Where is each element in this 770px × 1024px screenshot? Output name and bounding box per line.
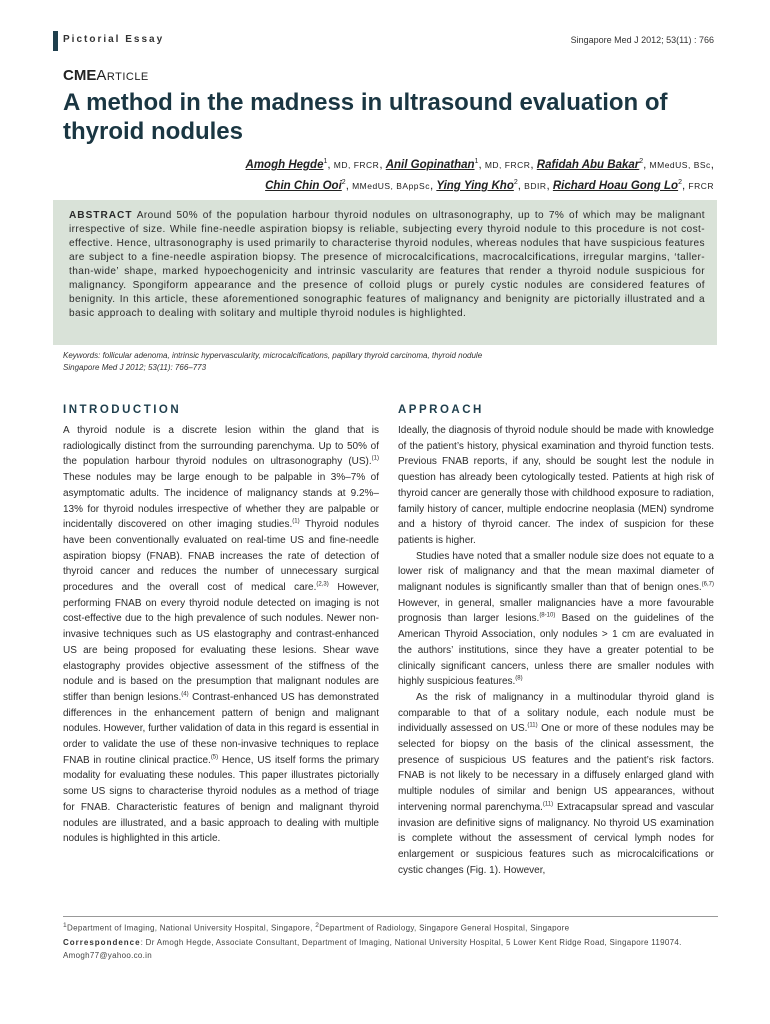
citation-ref: (1) xyxy=(371,456,379,463)
body-text: Studies have noted that a smaller nodule size does not equate to a lower risk of malignancy and that the mean maximal diameter of malignant nodules is significantly smaller than that of benign ones. xyxy=(398,550,714,594)
author-name: Ying Ying Kho xyxy=(436,179,514,192)
body-text: These nodules may be large enough to be palpable in 3%–7% of asymptomatic adults. The incidence of malignancy stands at 9.2%–13% for thyroid nodules irrespective of whether they are palpable or incidentally discovered on other imaging studies. xyxy=(63,472,379,531)
correspondence-label: Correspondence xyxy=(63,938,141,947)
introduction-paragraph xyxy=(63,423,379,847)
abstract-label: ABSTRACT xyxy=(69,210,133,221)
author-degrees: MD, FRCR xyxy=(484,159,531,170)
article-type-prefix: CME xyxy=(63,67,97,84)
author-affiliation-mark: 2 xyxy=(341,178,346,186)
author-name: Chin Chin Ooi xyxy=(265,179,342,192)
author-degrees: FRCR xyxy=(688,180,714,191)
body-text: One or more of these nodules may be selected for biopsy on the basis of the clinical assessment, the presence of suspicious US features and the patient’s risk factors. FNAB is not likely to be necessary in a diffusely enlarged gland with multiple nodules of similar and benign US appearances, without intervening normal parenchyma. xyxy=(398,723,714,813)
keywords: Keywords: follicular adenoma, intrinsic hypervascularity, microcalcifications, papillary thyroid carcinoma, thyroid nodule xyxy=(63,351,483,360)
citation-ref: (6,7) xyxy=(701,581,714,588)
body-text: As the risk of malignancy in a multinodular thyroid gland is comparable to that of a solitary nodule, each nodule must be individually assessed on US. xyxy=(398,691,714,735)
body-text: However, in general, smaller malignancies have a more favourable prognosis than larger lesions. xyxy=(398,597,714,625)
affiliations-footnote xyxy=(63,920,723,935)
approach-body xyxy=(398,423,714,878)
keywords-block xyxy=(63,350,723,374)
body-text: However, performing FNAB on every thyroid nodule detected on imaging is not cost-effective due to the high prevalence of such nodules. Newer non-invasive techniques such as US elastography and contrast-enhanced US are being proposed for evaluating these lesions. Shear wave elastography provides objective assessment of the stiffness of the nodule and is based on the presumption that malignant nodules are stiffer than benign lesions. xyxy=(63,582,379,703)
author-list xyxy=(74,153,714,195)
author-affiliation-mark: 1 xyxy=(323,158,328,165)
body-text: Contrast-enhanced US has demonstrated differences in the enhancement pattern of benign and malignant nodules. However, further validation of data in this regard is essential in order to validate the use of these non-invasive techniques to replace FNAB in routine clinical practice. xyxy=(63,691,379,766)
author-name: Rafidah Abu Bakar xyxy=(536,158,640,171)
citation-ref: (8) xyxy=(515,675,523,682)
citation-ref: (4) xyxy=(181,691,189,698)
author-affiliation-mark: 1 xyxy=(474,158,479,165)
author-degrees: MD, FRCR xyxy=(333,159,380,170)
section-label: Pictorial Essay xyxy=(63,34,165,45)
body-text: Thyroid nodules have been conventionally evaluated on real-time US and fine-needle aspiration biopsy (FNAB). FNAB increases the rate of detection of thyroid cancer and reduces the number of unnecessary surgical procedures and the overall cost of medical care. xyxy=(63,519,380,594)
abstract-text: Around 50% of the population harbour thyroid nodules on ultrasonography, up to 7% of which may be malignant irrespective of size. While fine-needle aspiration biopsy is reliable, subjecting every thyroid nodule to this procedure is not cost-effective. Hence, ultrasonography is used primarily to characterise thyroid nodules, whereas nodules that have suspicious features are subject to a fine-needle aspiration biopsy. The presence of microcalcifications, macrocalcifications, irregular margins, ‘taller-than-wide’ shape, marked hypoechogenicity and intrinsic vascularity are features that render a thyroid nodule suspicious for malignancy. Spongiform appearance and the presence of colloid plugs or purely cystic nodules are considered features of benignity. In this article, these aforementioned sonographic features of malignancy and benignity are pictorially illustrated and a basic approach to dealing with solitary and multiple thyroid nodules is highlighted. xyxy=(69,210,705,319)
article-type xyxy=(63,67,149,84)
affiliation-mark: 2 xyxy=(315,922,320,929)
citation-ref: (5) xyxy=(210,754,219,761)
author-line: Chin Chin Ooi$^2$, MMedUS, BAppSc, Ying Ying Kho$^2$, BDIR, Richard Hoau Gong Lo$^2$, FRCR xyxy=(265,178,714,192)
citation-line: Singapore Med J 2012; 53(11): 766–773 xyxy=(63,363,207,372)
correspondence-email: Amogh77@yahoo.co.in xyxy=(63,951,152,960)
author-affiliation-mark: 2 xyxy=(513,178,518,186)
introduction-heading: INTRODUCTION xyxy=(63,404,182,416)
correspondence-text: : Dr Amogh Hegde, Associate Consultant, Department of Imaging, National University Hospital, 5 Lower Kent Ridge Road, Singapore 119074. xyxy=(140,938,682,947)
body-text: Based on the guidelines of the American Thyroid Association, only nodules > 1 cm are evaluated in the authors’ institutions, since they have a greater potential to be clinically significant cancers, unless there are smaller nodules with highly suspicious features. xyxy=(398,613,714,688)
citation-ref: (11) xyxy=(542,801,554,808)
author-degrees: MMedUS, BSc xyxy=(649,159,711,170)
header-accent-bar xyxy=(53,31,58,51)
approach-heading: APPROACH xyxy=(398,404,484,416)
body-text: Ideally, the diagnosis of thyroid nodule should be made with knowledge of the patient’s history, physical examination and thyroid function tests. Previous FNAB reports, if any, should be sought lest the nodule in question has already been cytologically tested. Patients at high risk of thyroid cancer are generally those with childhood exposure to radiation, family history of cancer, multiple endocrine neoplasia (MEN) syndrome and a history of thyroid cancer. The index of suspicion for these patients is higher. xyxy=(398,425,714,546)
author-name: Richard Hoau Gong Lo xyxy=(552,179,679,192)
author-affiliation-mark: 2 xyxy=(678,178,682,186)
citation-ref: (8-10) xyxy=(539,613,556,620)
article-type-word: Article xyxy=(96,67,149,84)
affiliation-text: Department of Radiology, Singapore General Hospital, Singapore xyxy=(319,923,570,933)
footnote-divider xyxy=(63,916,718,917)
author-name: Amogh Hegde xyxy=(245,158,324,171)
citation-ref: (2,3) xyxy=(316,581,329,588)
approach-paragraph xyxy=(398,423,714,549)
body-text: A thyroid nodule is a discrete lesion within the gland that is radiologically distinct from the surrounding parenchyma. Up to 50% of the population harbour thyroid nodules on ultrasonography (US). xyxy=(63,425,379,468)
author-name: Anil Gopinathan xyxy=(385,158,475,171)
author-degrees: BDIR xyxy=(524,180,547,191)
abstract-box xyxy=(53,200,717,345)
body-text: Hence, US itself forms the primary modality for evaluating these nodules. This paper illustrates pictorially some US signs to characterise thyroid nodules as a method of triage for FNAB. Characteristic features of benign and malignant thyroid nodules are illustrated, and a basic approach to dealing with multiple nodules is highlighted in this article. xyxy=(63,754,379,845)
affiliation-mark: 1 xyxy=(63,922,68,929)
citation-ref: (11) xyxy=(527,723,538,730)
correspondence-footnote xyxy=(63,937,723,949)
author-degrees: MMedUS, BAppSc xyxy=(352,180,430,191)
journal-citation-header: Singapore Med J 2012; 53(11) : 766 xyxy=(570,35,714,45)
author-affiliation-mark: 2 xyxy=(639,158,644,165)
article-title: A method in the madness in ultrasound evaluation of thyroid nodules xyxy=(63,89,668,145)
author-line: Amogh Hegde$^1$, MD, FRCR, Anil Gopinathan$^1$, MD, FRCR, Rafidah Abu Bakar$^2$, MMedUS, BSc, xyxy=(245,158,714,171)
citation-ref: (1) xyxy=(292,518,300,525)
affiliation-text: Department of Imaging, National University Hospital, Singapore, xyxy=(67,923,316,933)
body-text: Extracapsular spread and vascular invasion are definitive signs of malignancy. No thyroid US examination is complete without the assessment of cervical lymph nodes for enlargement or suspicious features such as microcalcifications or cystic changes (Fig. 1). However, xyxy=(398,801,714,876)
approach-paragraph xyxy=(398,549,714,690)
approach-paragraph xyxy=(398,690,714,878)
introduction-body xyxy=(63,423,379,847)
